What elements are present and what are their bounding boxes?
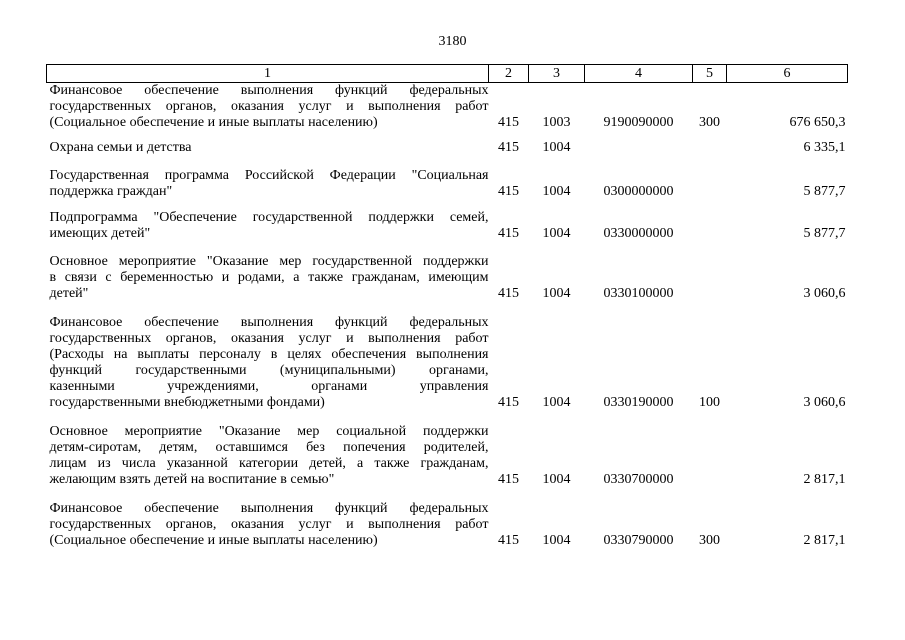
row-spacer xyxy=(47,131,848,140)
expense-type-code: 300 xyxy=(699,115,720,130)
section-code: 1004 xyxy=(542,226,571,241)
target-article-code: 0330700000 xyxy=(603,472,674,487)
target-article-code: 9190090000 xyxy=(603,115,674,130)
table-row xyxy=(47,501,848,549)
budget-table xyxy=(46,64,848,549)
table-row xyxy=(47,168,848,200)
table-body xyxy=(47,83,848,550)
description-line: Подпрограмма "Обеспечение государственной поддержки семей, xyxy=(49,210,489,225)
row-spacer xyxy=(47,156,848,168)
amount-value: 6 335,1 xyxy=(803,140,846,155)
target-article-code: 0330100000 xyxy=(603,286,674,301)
description-line: Финансовое обеспечение выполнения функций федеральных xyxy=(49,315,489,330)
column-header-1: 1 xyxy=(47,65,489,83)
amount-value: 5 877,7 xyxy=(803,226,846,241)
row-description xyxy=(47,83,489,132)
amount-value: 5 877,7 xyxy=(803,184,846,199)
section-code: 1004 xyxy=(542,533,571,548)
section-code: 1004 xyxy=(542,140,571,155)
description-line: Финансовое обеспечение выполнения функций федеральных xyxy=(49,501,489,516)
amount-value: 676 650,3 xyxy=(789,115,846,130)
description-line: государственных органов, оказания услуг и выполнения работ xyxy=(49,517,489,532)
description-line: в связи с беременностью и родами, а также гражданам, имеющим xyxy=(49,270,489,285)
section-code: 1004 xyxy=(542,472,571,487)
section-code: 1004 xyxy=(542,286,571,301)
ministry-code: 415 xyxy=(498,115,519,130)
description-line: (Расходы на выплаты персоналу в целях обеспечения выполнения xyxy=(49,347,489,362)
column-header-2: 2 xyxy=(489,65,529,83)
section-code: 1003 xyxy=(542,115,571,130)
ministry-code: 415 xyxy=(498,184,519,199)
row-spacer xyxy=(47,488,848,501)
row-description xyxy=(47,168,489,200)
section-code: 1004 xyxy=(542,395,571,410)
description-line: государственных органов, оказания услуг и выполнения работ xyxy=(49,331,489,346)
description-line: Основное мероприятие "Оказание мер социальной поддержки xyxy=(49,424,489,439)
description-line: Основное мероприятие "Оказание мер государственной поддержки xyxy=(49,254,489,269)
column-header-5: 5 xyxy=(693,65,727,83)
description-line: Государственная программа Российской Федерации "Социальная xyxy=(49,168,489,183)
expense-type-code xyxy=(693,168,727,200)
description-line: функций государственными (муниципальными) органами, xyxy=(49,363,489,378)
section-code: 1004 xyxy=(542,184,571,199)
table-row xyxy=(47,83,848,132)
amount-value: 2 817,1 xyxy=(803,533,846,548)
expense-type-code: 300 xyxy=(699,533,720,548)
target-article-code xyxy=(585,140,693,156)
amount-value: 3 060,6 xyxy=(803,395,846,410)
column-header-6: 6 xyxy=(727,65,848,83)
table-row xyxy=(47,140,848,156)
column-header-4: 4 xyxy=(585,65,693,83)
amount-value: 2 817,1 xyxy=(803,472,846,487)
ministry-code: 415 xyxy=(498,395,519,410)
target-article-code: 0330000000 xyxy=(603,226,674,241)
description-line: казенными учреждениями, органами управления xyxy=(49,379,489,394)
table-row xyxy=(47,254,848,302)
target-article-code: 0330790000 xyxy=(603,533,674,548)
table-row xyxy=(47,315,848,411)
ministry-code: 415 xyxy=(498,140,519,155)
row-spacer xyxy=(47,302,848,315)
row-spacer xyxy=(47,242,848,254)
ministry-code: 415 xyxy=(498,286,519,301)
description-line: государственными внебюджетными фондами) xyxy=(49,395,325,410)
row-spacer xyxy=(47,200,848,210)
description-line: имеющих детей" xyxy=(49,226,151,241)
ministry-code: 415 xyxy=(498,472,519,487)
ministry-code: 415 xyxy=(498,226,519,241)
row-description xyxy=(47,210,489,242)
row-description xyxy=(47,424,489,488)
table-row xyxy=(47,210,848,242)
expense-type-code xyxy=(693,140,727,156)
description-line: желающим взять детей на воспитание в семью" xyxy=(49,472,335,487)
expense-type-code xyxy=(693,254,727,302)
description-line: детей" xyxy=(49,286,89,301)
description-line: (Социальное обеспечение и иные выплаты населению) xyxy=(49,115,378,130)
row-spacer xyxy=(47,411,848,424)
expense-type-code: 100 xyxy=(699,395,720,410)
description-line: (Социальное обеспечение и иные выплаты населению) xyxy=(49,533,378,548)
column-header-3: 3 xyxy=(529,65,585,83)
ministry-code: 415 xyxy=(498,533,519,548)
description-line: детям-сиротам, детям, оставшимся без попечения родителей, xyxy=(49,440,489,455)
expense-type-code xyxy=(693,210,727,242)
description-line: Финансовое обеспечение выполнения функций федеральных xyxy=(49,83,489,98)
table-header xyxy=(47,65,848,83)
target-article-code: 0300000000 xyxy=(603,184,674,199)
description-line: лицам из числа указанной категории детей, а также гражданам, xyxy=(49,456,489,471)
amount-value: 3 060,6 xyxy=(803,286,846,301)
row-description xyxy=(47,140,489,156)
table-row xyxy=(47,424,848,488)
target-article-code: 0330190000 xyxy=(603,395,674,410)
row-description xyxy=(47,315,489,411)
description-line: поддержка граждан" xyxy=(49,184,173,199)
row-description xyxy=(47,501,489,549)
page-number: 3180 xyxy=(438,34,467,49)
description-line: государственных органов, оказания услуг и выполнения работ xyxy=(49,99,489,114)
expense-type-code xyxy=(693,424,727,488)
description-line: Охрана семьи и детства xyxy=(49,140,192,155)
row-description xyxy=(47,254,489,302)
